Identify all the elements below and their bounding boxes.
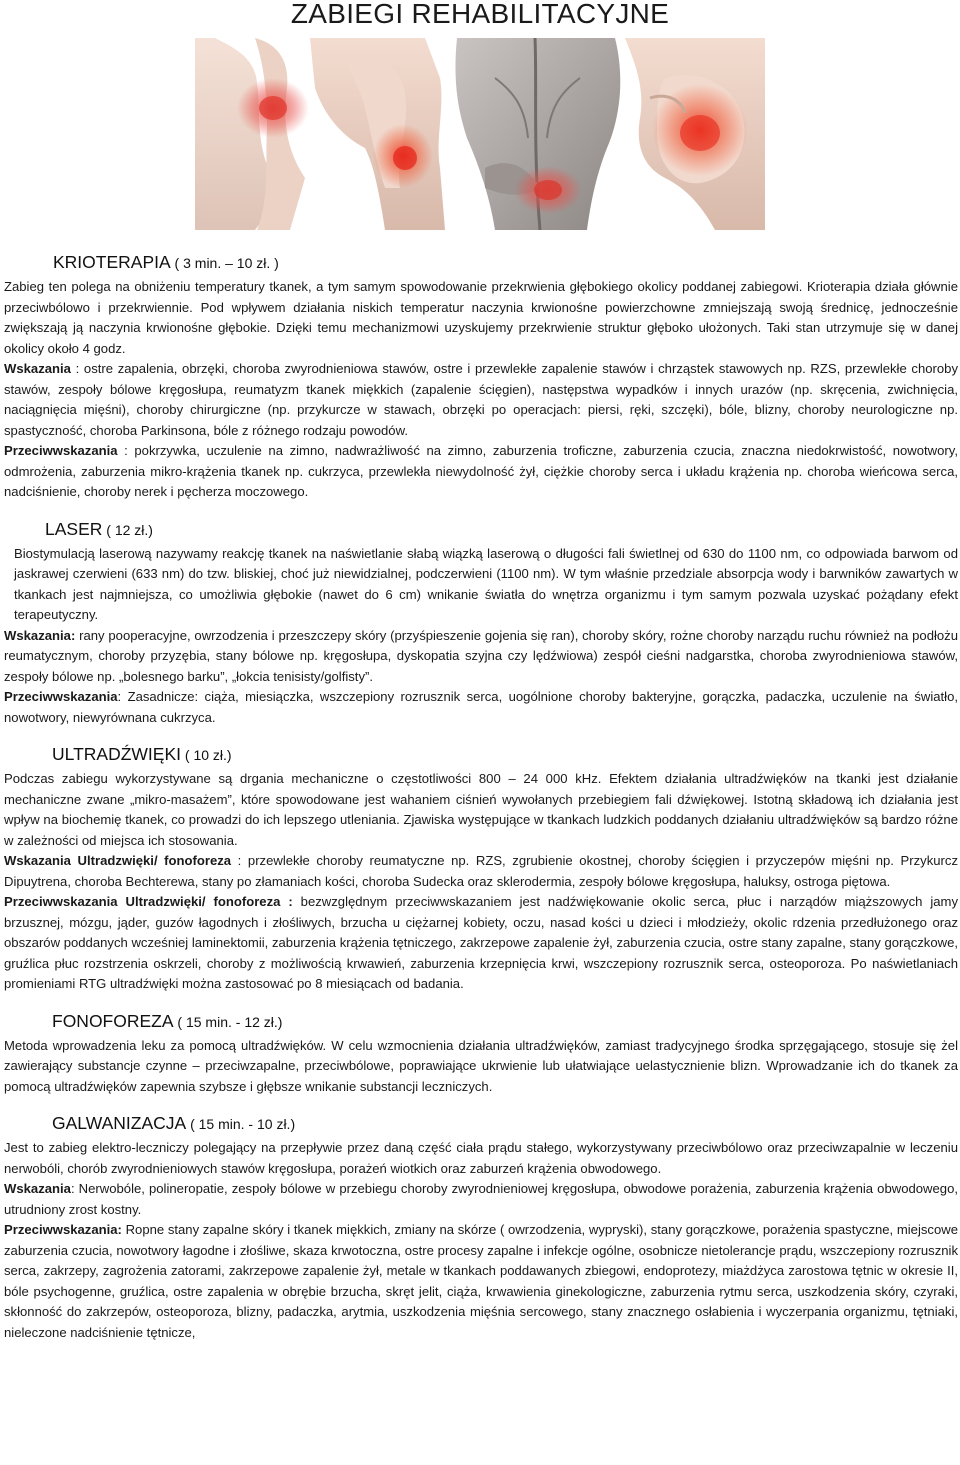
contraindications-text: : Zasadnicze: ciąża, miesiączka, wszczepiony rozrusznik serca, uogólnione choroby bakteryjne, gorączka, padaczka, uczulenie na światło, nowotwory, niewyrównana cukrzyca. [4, 689, 958, 725]
back-pain-photo [455, 38, 620, 230]
indications-paragraph [4, 359, 958, 441]
hero-photo-collage [195, 38, 765, 230]
indications-label: Wskazania: [4, 627, 76, 643]
section-price: ( 3 min. – 10 zł. ) [170, 255, 279, 271]
contraindications-paragraph [4, 441, 958, 503]
contraindications-text: Ropne stany zapalne skóry i tkanek miękkich, zmiany na skórze ( owrzodzenia, wypryski), stany gorączkowe, porażenia spastyczne, miejscowe zaburzenia czucia, nowotwory łagodne i złośliwe, skaza krwotoczna, ostre procesy zapalne i infekcje ogólne, osobnicze nietolerancje prądu, wszczepiony rozrusznik serca, zakrzepy, zagrożenia zatorami, zakrzepowe zapalenie żył, metale w tkankach poddawanych zbiegowi, endoprotezy, miażdżyca zarostowa tętnic w okresie II, bóle psychogenne, gruźlica, ostre zapalenia w obrębie brzucha, skręt jelit, ciąża, krwawienia ginekologiczne, zaburzenia rytmu serca, uszkodzenia skóry, czyraki, skłonność do zakrzepów, osteoporoza, blizny, padaczka, arytmia, uszkodzenia mięśnia sercowego, stany znacznego osłabienia i wyczerpania organizmu, tętniaki, nieleczone nadciśnienie tętnicze, [4, 1222, 958, 1340]
neck-pain-photo [195, 38, 309, 230]
section-description: Biostymulacją laserową nazywamy reakcję tkanek na naświetlanie słabą wiązką laserową o długości fali świetlnej od 630 do 1100 nm, co odpowiada barwom od jaskrawej czerwieni (633 nm) do tzw. bliskiej, choć już niewidzialnej, podczerwieni (1100 nm). W tym właśnie przedziale absorpcja wody i barwników zawartych w tkankach jest najmniejsza, co umożliwia głębokie (nawet do 6 cm) wnikanie światła do wnętrza organizmu i tym samym pozwala uzyskać pożądany efekt terapeutyczny. [14, 545, 958, 622]
page-title: ZABIEGI REHABILITACYJNE [290, 0, 670, 29]
knee-pain-photo [625, 38, 765, 230]
section-heading-laser [4, 519, 958, 540]
section-krioterapia [4, 252, 958, 503]
section-heading-fonoforeza [4, 1011, 958, 1032]
section-name: KRIOTERAPIA [53, 252, 171, 272]
section-description: Jest to zabieg elektro-leczniczy polegający na przepływie przez daną część ciała prądu stałego, wykorzystywany przeciwbólowo oraz przeciwzapalnie w leczeniu nerwobóli, chorób zwyrodnieniowych stawów kręgosłupa, porażeń wiotkich oraz zaburzeń krążenia obwodowego. [4, 1140, 958, 1176]
section-name: FONOFOREZA [52, 1010, 174, 1031]
section-name: ULTRADŹWIĘKI [52, 744, 181, 764]
contraindications-label: Przeciwwskazania [4, 689, 118, 704]
indications-text: : ostre zapalenia, obrzęki, choroba zwyrodnieniowa stawów, ostre i przewlekłe zapalenie stawów i chrząstek stawowych np. RZS, przewlekłe choroby stawów, zespoły bólowe kręgosłupa, reumatyzm tkanek miękkich (zapalenie ścięgien), następstwa wypadków i innych urazów (np. skręcenia, zwichnięcia, naciągnięcia mięśni), choroby chirurgiczne (np. przykurcze w stawach, obrzęki po operacjach: piersi, ręki, szczęki), bóle, blizny, choroby neurologiczne np. spastyczność, choroba Parkinsona, bóle z różnego rodzaju powodów. [4, 361, 958, 438]
section-fonoforeza [4, 1011, 958, 1098]
elbow-pain-photo [310, 38, 445, 230]
document-body [4, 252, 958, 1343]
contraindications-text: bezwzględnym przeciwwskazaniem jest nadźwiękowanie okolic serca, płuc i narządów miąższowych jamy brzusznej, mózgu, jąder, guzów łagodnych i złośliwych, brzucha u ciężarnej kobiety, oczu, nasad kości u dzieci i młodzieży, okolic rdzenia przedłużonego oraz obszarów poddanych wcześniej laminektomii, zaburzenia krążenia tętniczego, zakrzepowe zapalenie żył, zaburzenia czucia, ostre stany zapalne, stany gorączkowe, gruźlica płuc rozstrzenia oskrzeli, choroby z możliwością krwawień, zaburzenia krzepnięcia krwi, wszczepiony rozrusznik serca, osteoporoza. Po naświetlaniach promieniami RTG ultradźwięki można zastosować po 8 miesiącach od badania. [4, 894, 958, 991]
section-price: ( 15 min. - 12 zł.) [173, 1013, 283, 1030]
indications-paragraph [4, 626, 958, 688]
section-price: ( 12 zł.) [102, 521, 153, 538]
section-price: ( 10 zł.) [181, 747, 232, 763]
contraindications-paragraph [4, 892, 958, 995]
section-name: GALWANIZACJA [52, 1113, 187, 1133]
indications-label: Wskazania Ultradzwięki/ fonoforeza [4, 853, 232, 868]
section-name: LASER [45, 518, 103, 539]
section-heading-galwanizacja [4, 1113, 958, 1134]
contraindications-label: Przeciwwskazania: [4, 1222, 122, 1237]
contraindications-paragraph [4, 1220, 958, 1343]
indications-text: : Nerwobóle, polineropatie, zespoły bólowe w przebiegu choroby zwyrodnieniowej kręgosłupa, obwodowe porażenia, zaburzenia krążenia obwodowego, utrudniony zrost kostny. [4, 1181, 958, 1217]
section-heading-ultradzwieki [4, 744, 958, 765]
section-laser [4, 519, 958, 729]
indications-text: rany pooperacyjne, owrzodzenia i przeszczepy skóry (przyśpieszenie gojenia się ran), choroby skóry, rożne choroby narządu ruchu również na podłożu reumatycznym, choroby przyzębia, stany bólowe np. kręgosłupa, dyskopatia szyjna czy lędźwiowa) zespół cieśni nadgarstka, choroba zwyrodnieniowa stawów, zespoły bólowe np. „bolesnego barku”, „łokcia tenisisty/golfisty”. [4, 627, 958, 684]
indications-text: : przewlekłe choroby reumatyczne np. RZS, zgrubienie okostnej, choroby ścięgien i przyczepów mięśni np. Przykurcz Dipuytrena, choroba Bechterewa, stany po złamaniach kości, choroba Sudecka oraz sklerodermia, zespoły bólowe kręgosłupa, haluksy, ostroga piętowa. [4, 853, 958, 889]
section-description: Zabieg ten polega na obniżeniu temperatury tkanek, a tym samym spowodowanie przekrwienia głębokiego okolicy poddanej zabiegowi. Krioterapia działa głównie przeciwbólowo i przekrwiennie. Pod wpływem działania niskich temperatur naczynia krwionośne powierzchowne zmniejszają swoją średnicę, jednocześnie zwiększają ją naczynia krwionośne głębokie. Dzięki temu mechanizmowi uzyskujemy przekrwienie struktur głęboko ułożonych. Taki stan utrzymuje się w danej okolicy około 4 godz. [4, 279, 958, 356]
contraindications-paragraph [4, 687, 958, 728]
section-description: Podczas zabiegu wykorzystywane są drgania mechaniczne o częstotliwości 800 ‒ 24 000 kHz. Efektem działania ultradźwięków na tkanki jest działanie mechaniczne zwane „mikro-masażem”, które spowodowane jest wahaniem ciśnień wywołanych przebiegiem fali dźwiękowej. Istotną składową ich działania jest wpływ na biochemię tkanek, co prowadzi do ich lepszego utleniania. Zjawiska występujące w tkankach ludzkich poddanych działaniu ultradźwięków są bardzo różne w zależności od miejsca ich stosowania. [4, 771, 958, 848]
section-ultradzwieki [4, 744, 958, 995]
contraindications-text: : pokrzywka, uczulenie na zimno, nadwrażliwość na zimno, zaburzenia troficzne, zaburzenia czucia, znaczna niedokrwistość, nowotwory, odmrożenia, zaburzenia mikro-krążenia tkanek np. cukrzyca, przewlekła niewydolność żył, ciężkie choroby serca i układu krążenia np. choroba wieńcowa serca, nadciśnienie, choroby nerek i pęcherza moczowego. [4, 443, 958, 499]
section-price: ( 15 min. - 10 zł.) [186, 1116, 296, 1132]
indications-paragraph [4, 851, 958, 892]
section-heading-krioterapia [4, 252, 958, 273]
section-description: Metoda wprowadzenia leku za pomocą ultradźwięków. W celu wzmocnienia działania ultradźwięków, zamiast tradycyjnego środka sprzęgającego, stosuje się żel zawierający substancje czynne ‒ przeciwzapalne, przeciwbólowe, poprawiające ukrwienie lub ułatwiające uelastycznienie blizn. Wprowadzanie ich do tkanek za pomocą ultradźwięków zapewnia szybsze i głębsze wnikanie substancji leczniczych. [4, 1037, 958, 1094]
section-galwanizacja [4, 1113, 958, 1343]
indications-label: Wskazania [4, 1181, 71, 1196]
contraindications-label: Przeciwwskazania Ultradzwięki/ fonoforeza : [4, 894, 293, 909]
indications-label: Wskazania [4, 361, 71, 376]
contraindications-label: Przeciwwskazania [4, 443, 118, 458]
indications-paragraph [4, 1179, 958, 1220]
